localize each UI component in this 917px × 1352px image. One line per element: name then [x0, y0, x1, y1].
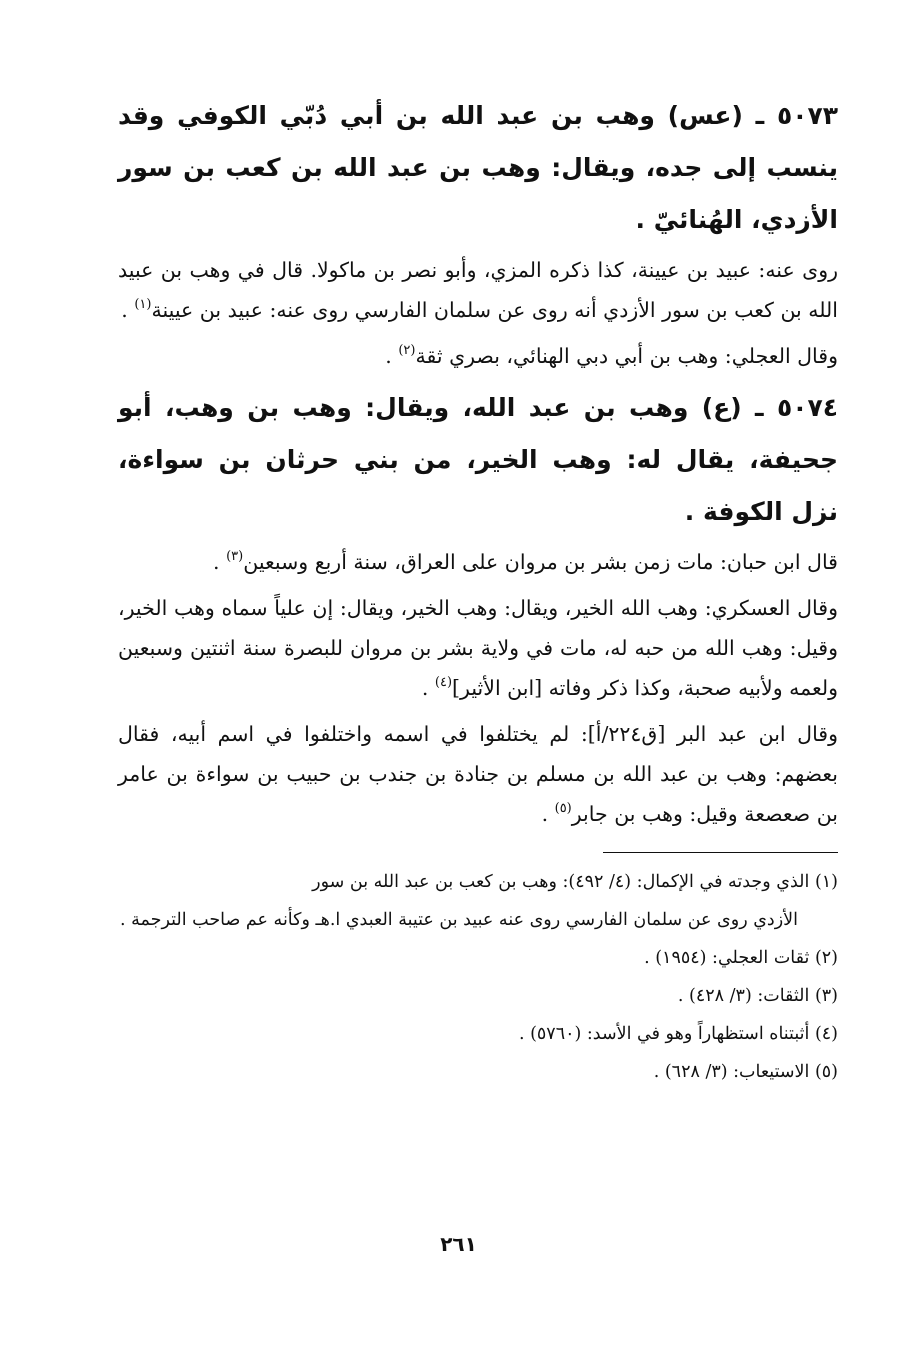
footnote-text: الثقات: (٣/ ٤٢٨) . [677, 986, 810, 1006]
entry-heading: ٥٠٧٤ ـ (ع) وهب بن عبد الله، ويقال: وهب بن وهب، أبو جحيفة، يقال له: وهب الخير، من بني حرثان بن سواءة، نزل الكوفة . [118, 393, 838, 526]
footnote-ref: (١) [134, 297, 152, 312]
footnote-ref: (٢) [398, 343, 416, 358]
entry-paragraph [118, 714, 838, 834]
footnote-number: (٤) [814, 1024, 838, 1044]
paragraph-end: . [385, 344, 399, 368]
paragraph-end: . [121, 298, 135, 322]
page-body [118, 90, 838, 1091]
footnote-ref: (٣) [226, 549, 244, 564]
entry-5073 [118, 90, 838, 376]
footnote-ref: (٥) [554, 801, 572, 816]
entry-paragraph [118, 588, 838, 708]
entry-5074 [118, 382, 838, 834]
footnote [118, 1053, 838, 1091]
footnote-number: (١) [814, 872, 838, 892]
footnote [118, 863, 838, 939]
footnote [118, 1015, 838, 1053]
footnotes [118, 863, 838, 1091]
footnote-number: (٥) [814, 1062, 838, 1082]
paragraph-end: . [213, 550, 227, 574]
paragraph-text: قال ابن حبان: مات زمن بشر بن مروان على العراق، سنة أربع وسبعين [243, 550, 838, 574]
footnote-text: الذي وجدته في الإكمال: (٤/ ٤٩٢): وهب بن كعب بن عبد الله بن سور [312, 872, 810, 892]
entry-heading: ٥٠٧٣ ـ (عس) وهب بن عبد الله بن أبي دُبّي الكوفي وقد ينسب إلى جده، ويقال: وهب بن عبد الله بن كعب بن سور الأزدي، الهُنائيّ . [118, 101, 838, 234]
paragraph-text: وقال ابن عبد البر [ق٢٢٤/أ]: لم يختلفوا في اسمه واختلفوا في اسم أبيه، فقال بعضهم: وهب بن عبد الله بن مسلم بن جنادة بن جندب بن حبيب بن سواءة بن عامر بن صعصعة وقيل: وهب بن جابر [118, 722, 839, 826]
footnote-text: الاستيعاب: (٣/ ٦٢٨) . [653, 1062, 810, 1082]
footnote-ref: (٤) [434, 675, 453, 690]
footnote [118, 939, 838, 977]
entry-paragraph [118, 542, 838, 582]
page-number: ٢٦١ [440, 1232, 477, 1256]
paragraph-text: وقال العسكري: وهب الله الخير، ويقال: وهب الخير، ويقال: إن علياً سماه وهب الخير، وقيل: وهب الله من حبه له، مات في ولاية بشر بن مروان للبصرة سنة اثنتين وسبعين ولعمه ولأبيه صحبة، وكذا ذكر وفاته [ابن الأثير] [118, 596, 838, 700]
footnote-text: ثقات العجلي: (١٩٥٤) . [644, 948, 810, 968]
paragraph-end: . [421, 676, 435, 700]
entry-paragraph [118, 250, 838, 330]
entry-paragraph [118, 336, 838, 376]
paragraph-end: . [541, 802, 555, 826]
paragraph-text: روى عنه: عبيد بن عيينة، كذا ذكره المزي، وأبو نصر بن ماكولا. قال في وهب بن عبيد الله بن كعب بن سور الأزدي أنه روى عن سلمان الفارسي روى عنه: عبيد بن عيينة [118, 258, 838, 322]
paragraph-text: وقال العجلي: وهب بن أبي دبي الهنائي، بصري ثقة [415, 344, 838, 368]
footnote-number: (٢) [814, 948, 838, 968]
footnote [118, 977, 838, 1015]
footnote-text: أثبتناه استظهاراً وهو في الأسد: (٥٧٦٠) . [518, 1024, 810, 1044]
footnote-number: (٣) [814, 986, 838, 1006]
footnote-divider [603, 852, 838, 853]
footnote-continuation: الأزدي روى عن سلمان الفارسي روى عنه عبيد بن عتيبة العبدي ا.هـ وكأنه عم صاحب الترجمة . [120, 910, 798, 930]
